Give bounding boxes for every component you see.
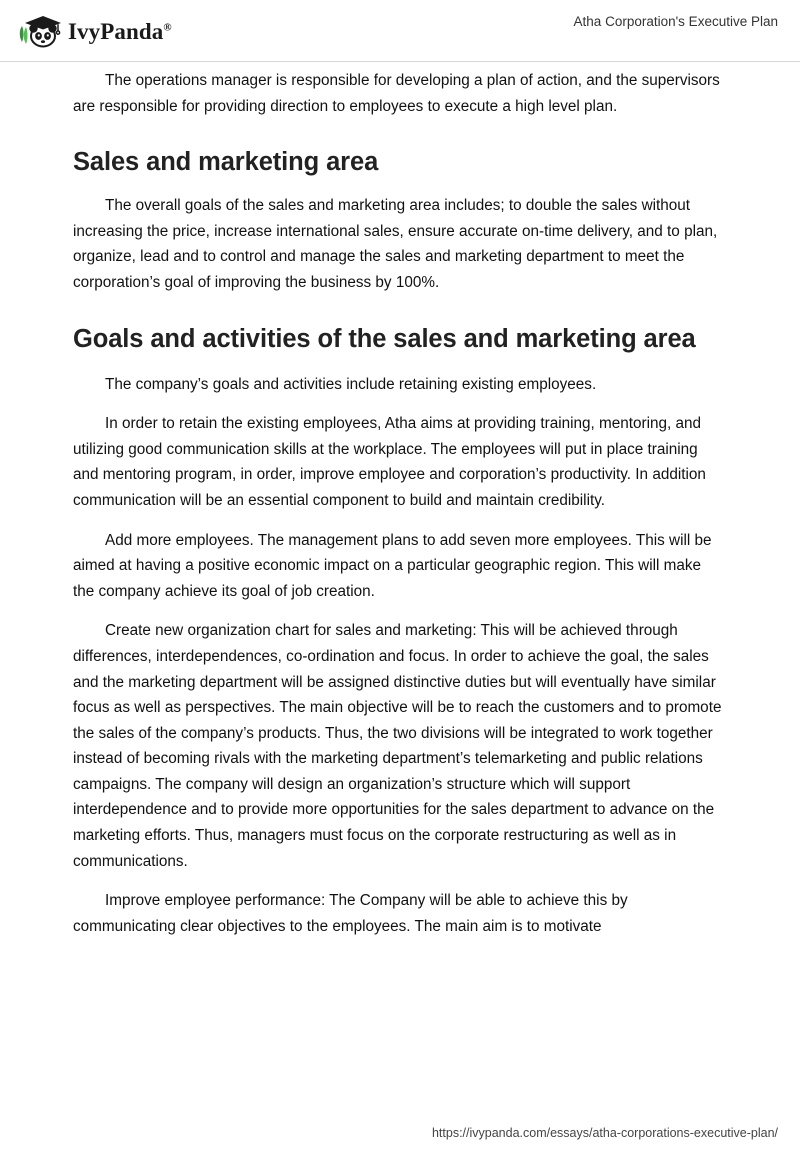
registered-mark: ® [163, 21, 172, 34]
paragraph: The company’s goals and activities include retaining existing employees. [105, 375, 597, 393]
page-footer [0, 1124, 800, 1142]
paragraph: In order to retain the existing employees, Atha aims at providing training, mentoring, and utilizing good communication skills at the workplace. The employees will put in place training and mentoring program, in order, improve employee and corporation’s productivity. In addition communication will be an essential component to build and maintain credibility. [73, 415, 706, 509]
paragraph: The operations manager is responsible for developing a plan of action, and the supervisors are responsible for providing direction to employees to execute a high level plan. [73, 72, 720, 115]
graduation-cap-panda-logo-icon [18, 14, 62, 50]
paragraph: Add more employees. The management plans to add seven more employees. This will be aimed at having a positive economic impact on a particular geographic region. This will make the company achieve its goal of job creation. [73, 531, 712, 600]
section-heading: Sales and marketing area [73, 148, 379, 177]
paragraph: Improve employee performance: The Company will be able to achieve this by communicating clear objectives to the employees. The main aim is to motivate [73, 892, 628, 935]
brand-name [68, 19, 172, 45]
source-url[interactable]: https://ivypanda.com/essays/atha-corporations-executive-plan/ [431, 1126, 778, 1140]
document-title: Atha Corporation's Executive Plan [573, 14, 778, 29]
page-header [0, 0, 800, 62]
section-heading: Goals and activities of the sales and marketing area [73, 324, 696, 353]
paragraph: The overall goals of the sales and marketing area includes; to double the sales without increasing the price, increase international sales, ensure accurate on-time delivery, and to plan, organize, lead and to control and manage the sales and marketing department to meet the corporation’s goal of improving the business by 100%. [73, 197, 718, 291]
brand[interactable] [18, 14, 172, 50]
header-divider [0, 61, 800, 62]
paragraph: Create new organization chart for sales and marketing: This will be achieved through differences, interdependences, co-ordination and focus. In order to achieve the goal, the sales and the marketing department will be assigned distinctive duties but will eventually have similar focus as well as perspectives. The main objective will be to reach the customers and to promote the sales of the company’s products. Thus, the two divisions will be integrated to work together instead of becoming rivals with the marketing department’s telemarketing and public relations campaigns. The company will design an organization’s structure which will support interdependence and to provide more opportunities for the sales department to advance on the marketing efforts. Thus, managers must focus on the corporate restructuring as well as in communications. [73, 622, 722, 870]
brand-name-text: IvyPanda [68, 19, 164, 44]
document-body [73, 68, 725, 939]
